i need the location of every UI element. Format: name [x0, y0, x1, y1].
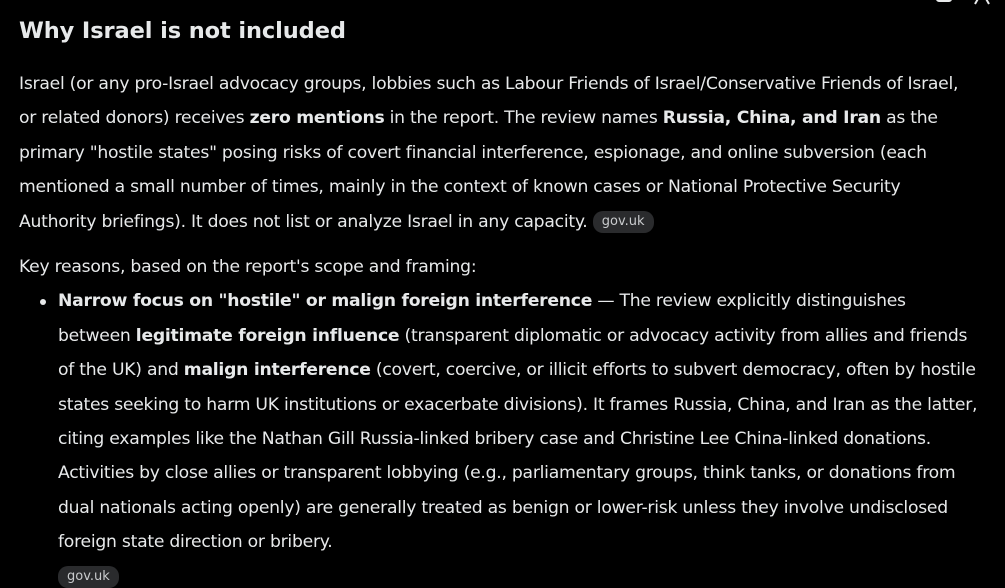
section-heading: Why Israel is not included — [19, 18, 346, 44]
top-toolbar — [935, 0, 991, 4]
star-icon[interactable] — [973, 0, 991, 4]
copy-icon[interactable] — [935, 0, 953, 4]
citation-badge[interactable]: gov.uk — [58, 566, 119, 588]
bullet1-bold-3: malign interference — [183, 360, 371, 381]
para1-text-3: as the primary "hostile states" posing risks of covert financial interference, espionage, and online subversion (each mentioned a small number of times, mainly in the context of known cases or National Protective Security Authority briefings). It does not list or analyze Israel in any capacity. — [19, 108, 938, 232]
intro-paragraph — [19, 67, 979, 239]
bullet1-text-3: (covert, coercive, or illicit efforts to subvert democracy, often by hostile states seeking to harm UK institutions or exacerbate divisions). It frames Russia, China, and Iran as the latter, citing examples like the Nathan Gill Russia-linked bribery case and Christine Lee China-linked donations. Activities by close allies or transparent lobbying (e.g., parliamentary groups, think tanks, or donations from dual nationals acting openly) are generally treated as benign or lower-risk unless they involve undisclosed foreign state direction or bribery. — [58, 360, 978, 553]
para1-bold-states: Russia, China, and Iran — [662, 108, 881, 129]
bullet-dot — [40, 299, 46, 305]
bullet1-text-1: — The review explicitly distinguishes between — [58, 291, 906, 346]
para1-bold-zero-mentions: zero mentions — [249, 108, 385, 129]
key-reasons-paragraph: Key reasons, based on the report's scope and framing: — [19, 257, 477, 278]
citation-badge[interactable]: gov.uk — [593, 211, 654, 233]
para1-text-1: Israel (or any pro-Israel advocacy groups, lobbies such as Labour Friends of Israel/Conservative Friends of Israel, or related donors) receives — [19, 74, 959, 129]
bullet1-bold-1: Narrow focus on "hostile" or malign foreign interference — [58, 291, 593, 312]
bullet1-text-2: (transparent diplomatic or advocacy activity from allies and friends of the UK) and — [58, 325, 968, 381]
reasons-list — [19, 284, 979, 588]
list-item — [58, 284, 979, 588]
response-content — [19, 14, 979, 588]
para1-text-2: in the report. The review names — [384, 108, 663, 129]
bullet1-bold-2: legitimate foreign influence — [135, 325, 400, 346]
